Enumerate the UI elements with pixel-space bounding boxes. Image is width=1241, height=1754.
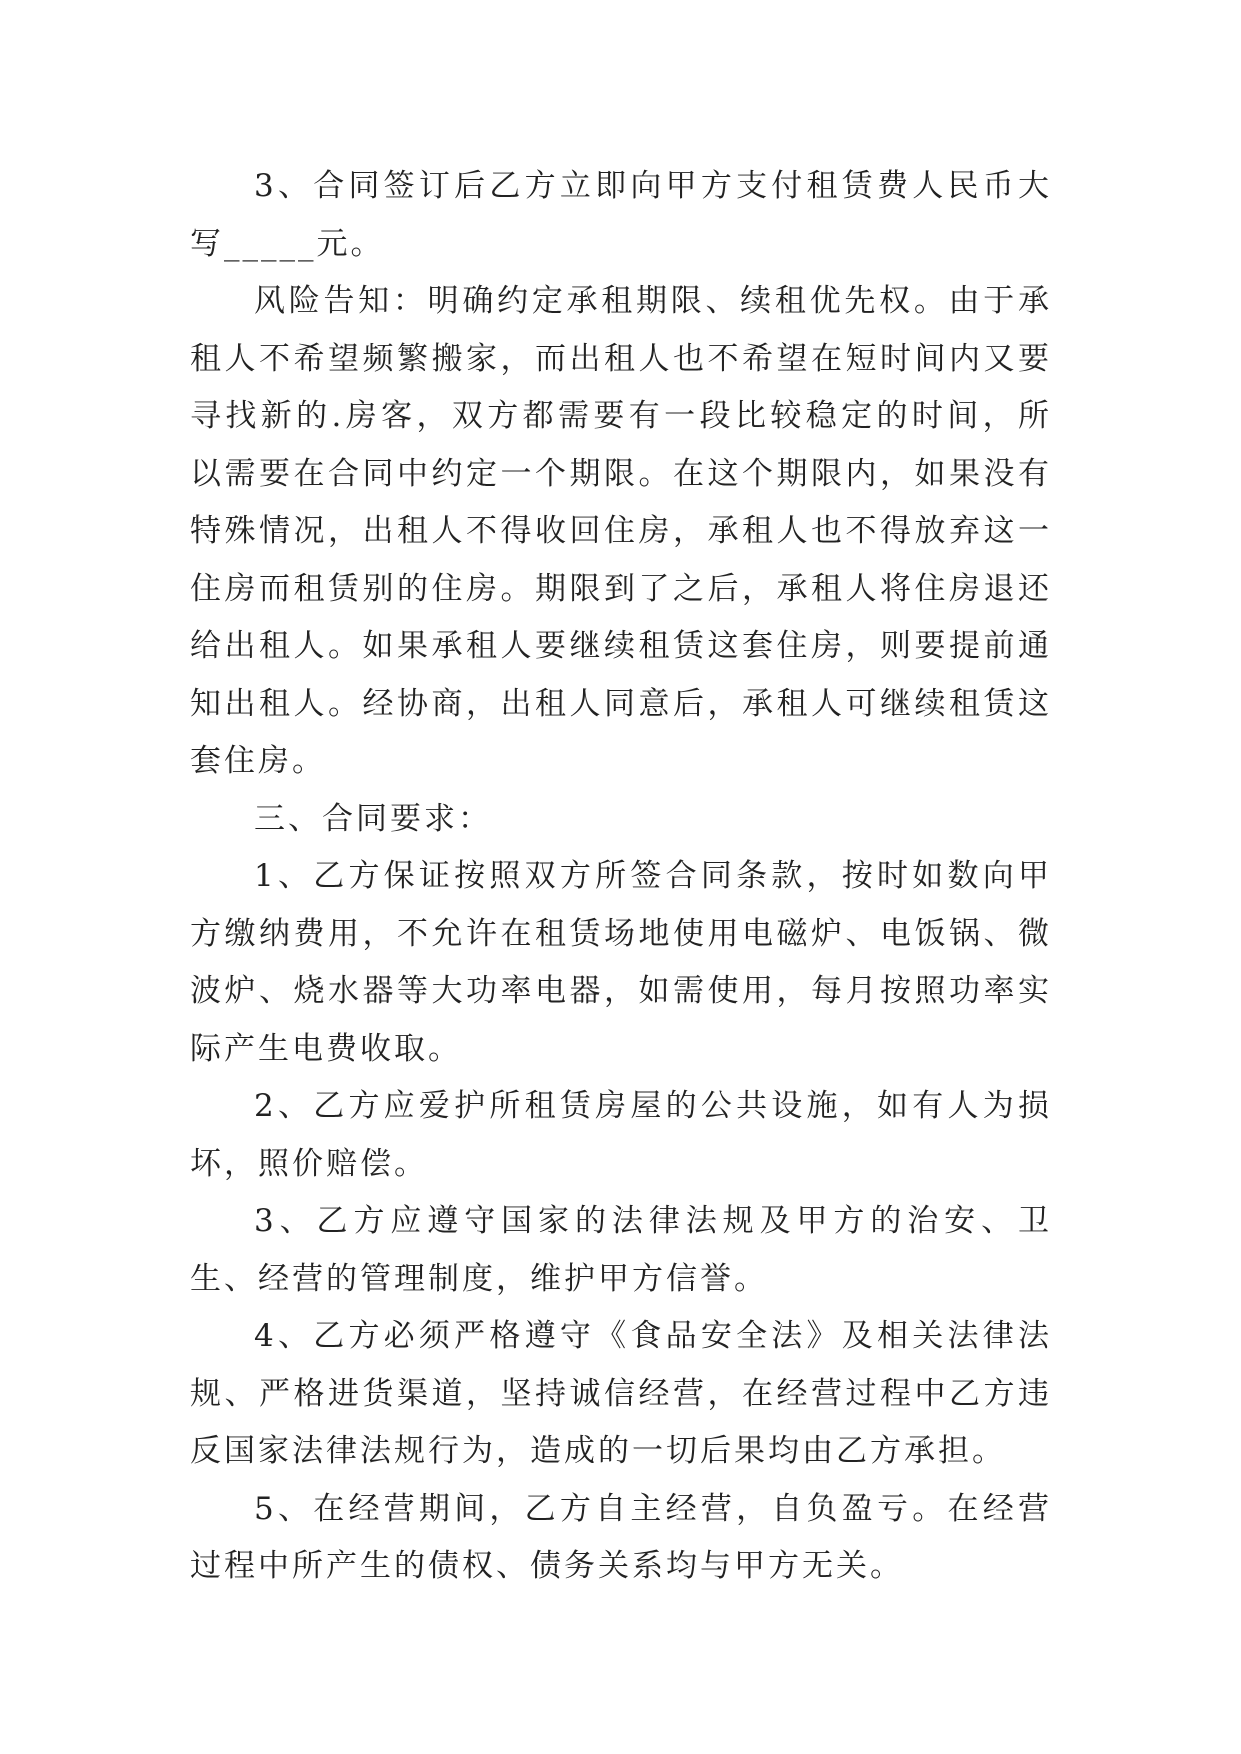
clause-payment: 3、合同签订后乙方立即向甲方支付租赁费人民币大写_____元。	[190, 168, 1052, 262]
requirement-item-1: 1、乙方保证按照双方所签合同条款，按时如数向甲方缴纳费用，不允许在租赁场地使用电磁炉、电饭锅、微波炉、烧水器等大功率电器，如需使用，每月按照功率实际产生电费收取。	[190, 858, 1052, 1067]
requirement-item-2: 2、乙方应爱护所租赁房屋的公共设施，如有人为损坏，照价赔偿。	[190, 1088, 1052, 1182]
risk-notice-paragraph: 风险告知：明确约定承租期限、续租优先权。由于承租人不希望频繁搬家，而出租人也不希望在短时间内又要寻找新的.房客，双方都需要有一段比较稳定的时间，所以需要在合同中约定一个期限。在这个期限内，如果没有特殊情况，出租人不得收回住房，承租人也不得放弃这一住房而租赁别的住房。期限到了之后，承租人将住房退还给出租人。如果承租人要继续租赁这套住房，则要提前通知出租人。经协商，出租人同意后，承租人可继续租赁这套住房。	[190, 283, 1052, 779]
requirement-item-5: 5、在经营期间，乙方自主经营，自负盈亏。在经营过程中所产生的债权、债务关系均与甲方无关。	[190, 1490, 1052, 1584]
requirement-item-3: 3、乙方应遵守国家的法律法规及甲方的治安、卫生、经营的管理制度，维护甲方信誉。	[190, 1203, 1052, 1297]
section-heading-contract-requirements: 三、合同要求：	[254, 800, 492, 837]
document-body	[190, 158, 1052, 1596]
requirement-item-4: 4、乙方必须严格遵守《食品安全法》及相关法律法规、严格进货渠道，坚持诚信经营，在经营过程中乙方违反国家法律法规行为，造成的一切后果均由乙方承担。	[190, 1318, 1052, 1469]
